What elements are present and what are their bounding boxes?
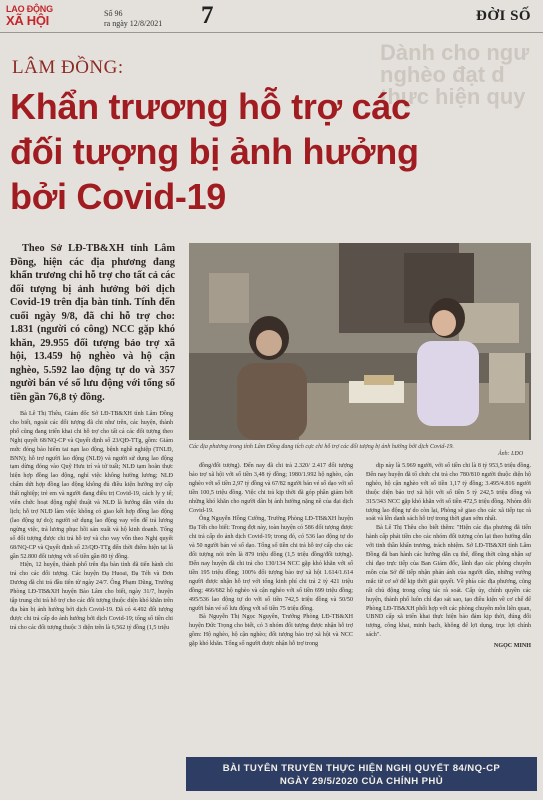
article-photo [189, 243, 531, 440]
body-column-1 [10, 410, 173, 633]
ghost-line: thực hiện quy [380, 84, 526, 109]
ghost-line: Dành cho ngư [380, 42, 530, 65]
article-author: NGỌC MINH [493, 643, 531, 650]
article-headline [10, 84, 540, 219]
body-paragraph: Ông Nguyễn Hồng Cường, Trưởng Phòng LĐ-TB&XH huyện Đạ Tẻh cho biết: Trong đợt này, toàn huyện có 586 đối tượng được chi trả cấp do ảnh dịch Covid-19; trong đó, có 536 lao động tự do và 50 người bán vé số dạo. Tổng số tiền chi trả hỗ trợ cấp cho các đối tượng nói trên là 879 triệu đồng (1,5 triệu đồng/đối tượng). Đến nay huyện đã chi trả cho 130/134 NCC gặp khó khăn với số tiền 195 triệu đồng; 100% đối tượng bảo trợ xã hội 1.614/1.614 người được nhận hỗ trợ với tổng kinh phí chi trả 2 tỷ 421 triệu đồng; 466/682 hộ nghèo và cận nghèo với số tiền 699 triệu đồng; 495/536 lao động tự do với số tiền 742,5 triệu đồng và 50/50 người bán vé số lưu động với số tiền 75 triệu đồng. [189, 516, 353, 612]
body-column-2 [189, 462, 353, 649]
ghost-line: nghèo đạt d [380, 62, 505, 87]
page-number: 7 [201, 2, 214, 29]
issue-number: Số 96 [104, 9, 123, 18]
photo-illustration [189, 243, 531, 440]
body-paragraph: dịp này là 5.969 người, với số tiền chi là 8 tỷ 953,5 triệu đồng. Đến nay huyện đã tổ chức chi trả cho 780/810 người thuộc diện hộ nghèo, hộ cận nghèo với số tiền 1,17 tỷ đồng; 3.495/4.816 người thuộc diện bảo trợ xã hội với số tiền 5 tỷ 242,5 triệu đồng và 315/343 NCC gặp khó khăn với số tiền 472,5 triệu đồng. Nhóm đối tượng lao động tự do còn lại, Phòng sẽ giao cho các xã tiếp tục rà soát và lên danh sách hỗ trợ trong thời gian sớm nhất. [366, 463, 531, 523]
headline-line: đối tượng bị ảnh hưởng [10, 131, 419, 172]
article-kicker: LÂM ĐỒNG: [12, 57, 124, 78]
photo-credit: Ảnh: LĐO [498, 451, 524, 457]
header-rule [0, 32, 543, 33]
masthead-top: LAO ĐỘNG [6, 4, 53, 14]
headline-line: Khẩn trương hỗ trợ các [10, 86, 411, 127]
issue-date: ra ngày 12/8/2021 [104, 19, 163, 28]
body-column-3 [366, 462, 531, 651]
headline-line: bởi Covid-19 [10, 176, 227, 217]
masthead-logo [6, 4, 68, 26]
section-title: ĐỜI SỐ [476, 8, 532, 24]
body-paragraph: Hiện, 12 huyện, thành phố trên địa bàn tỉnh đã tiến hành chi trả cho các đối tượng. Các huyện Đạ Huoai, Đạ Tẻh và Đơn Dương đã chi trả đầu tiên từ ngày 24/7. Ông Phạm Dũng, Trưởng Phòng LĐ-TB&XH huyện Bảo Lâm cho biết, ngày 31/7, huyện tập trung chi trả hỗ trợ cho các đối tượng thuộc diện khó khăn trên địa bàn bị ảnh hưởng bởi dịch Covid-19. Đã có 4.492 đối tượng được chi trả cấp do ảnh hưởng bởi dịch Covid-19; tổng số tiền chi trả cho các đối tượng thuộc 3 diện trên là 6,562 tỷ đồng (1,5 triệu [10, 562, 173, 631]
masthead-bottom: XÃ HỘI [6, 13, 49, 28]
banner-line-2: NGÀY 29/5/2020 CỦA CHÍNH PHỦ [279, 776, 444, 787]
issue-info [104, 9, 162, 29]
body-paragraph: Bà Lê Thị Thêu, Giám đốc Sở LĐ-TB&XH tỉnh Lâm Đồng cho biết, ngoài các đối tượng đã chi như trên, các huyện, thành phố cũng đang triển khai chi hỗ trợ cho tất cả các đối tượng theo Nghị quyết 68/NQ-CP và Quyết định số 23/QĐ-TTg, gồm: Giảm mức đóng bảo hiểm tai nạn lao động, bệnh nghề nghiệp (TNLĐ, BNN); hỗ trợ người lao động (NLĐ) và người sử dụng lao động tạm dừng đóng vào Quỹ Hưu trí và tử tuất; NLĐ tạm hoãn thực hiện hợp đồng lao động, nghỉ việc không hưởng lương; NLĐ chấm dứt hợp đồng lao động không đủ điều kiện hưởng trợ cấp thất nghiệp; trẻ em và người đang điều trị Covid-19, cách ly y tế; viên chức hoạt động nghệ thuật và NLĐ là hướng dẫn viên du lịch; hỗ trợ NLĐ làm việc không có giao kết hợp đồng lao động (lao động tự do); người sử dụng lao động vay vốn để trả lương ngừng việc, trả lương phục hồi sản xuất và hộ kinh doanh. Tổng số đối tượng được chi trả hỗ trợ và cho vay vốn theo Nghị quyết 68/NQ-CP và Quyết định số 23/QĐ-TTg đến thời điểm hiện tại là gần 52.800 đối tượng với số tiền gần 80 tỷ đồng. [10, 411, 173, 560]
body-paragraph: đồng/đối tượng). Đến nay đã chi trả 2.320/ 2.417 đối tượng bảo trợ xã hội với số tiền 3,48 tỷ đồng; 1980/1.992 hộ nghèo, cận nghèo với số tiền 2,97 tỷ đồng và 67/82 người bán vé số dạo với số tiền 100,5 triệu đồng. Việc chi trả kịp thời đã góp phần giảm bớt những khó khăn cho người dân bị ảnh hưởng nặng nề của đại dịch Covid-19. [189, 463, 353, 514]
banner-line-1: BÀI TUYÊN TRUYỀN THỰC HIỆN NGHỊ QUYẾT 84/NQ-CP [222, 763, 501, 774]
article-lead: Theo Sở LĐ-TB&XH tỉnh Lâm Đồng, hiện các địa phương đang khẩn trương chi hỗ trợ cho tất cả các đối tượng bị ảnh hưởng bởi dịch Covid-19 trên địa bàn tỉnh. Tính đến cuối ngày 9/8, đã chi hỗ trợ cho: 1.831 (người có công) NCC gặp khó khăn, 29.955 đối tượng bảo trợ xã hội, 13.459 hộ nghèo và hộ cận nghèo, 5.592 lao động tự do và 357 người bán vé số lưu động với tổng số tiền gần 76,8 tỷ đồng. [10, 243, 175, 403]
body-paragraph: Bà Nguyễn Thị Ngọc Nguyên, Trưởng Phòng LĐ-TB&XH huyện Đức Trọng cho biết, có 3 nhóm đối tượng được nhận hỗ trợ gồm: Hộ nghèo, hộ cận nghèo; đối tượng bảo trợ xã hội và NCC gặp khó khăn. Tổng số người được nhận hỗ trợ trong [189, 614, 353, 648]
campaign-banner [186, 757, 537, 791]
body-paragraph: Bà Lê Thị Thêu cho biết thêm: "Hiện các địa phương đã tiến hành cấp phát tiền cho các nhóm đối tượng còn lại theo hướng dẫn với tinh thần khẩn trương, trách nhiệm. Sở LĐ-TB&XH tỉnh Lâm Đồng đã ban hành các hướng dẫn cụ thể, đồng thời cũng nhận sự chỉ đạo trực tiếp của Ban Giám đốc, lãnh đạo các phòng chuyên môn của Sở để tiếp nhận phản ánh của người dân, những vướng mắc từ cơ sở để kịp thời giải quyết. Về phía các địa phương, cũng rất chủ động trong công tác rà soát. Cấp ủy, chính quyền các huyện, thành phố luôn chỉ đạo sát sao, tạo điều kiện về cơ chế để Phòng LĐ-TB&XH phối hợp với các phòng chuyên môn liên quan, UBND cấp xã triển khai thực hiện bảo đảm kịp thời, đúng đối tượng, công khai, minh bạch, không để lợi dụng, trục lợi chính sách". [366, 525, 531, 639]
photo-caption: Các địa phương trong tỉnh Lâm Đồng đang tích cực chi hỗ trợ các đối tượng bị ảnh hưởng bởi dịch Covid-19. [189, 444, 454, 450]
